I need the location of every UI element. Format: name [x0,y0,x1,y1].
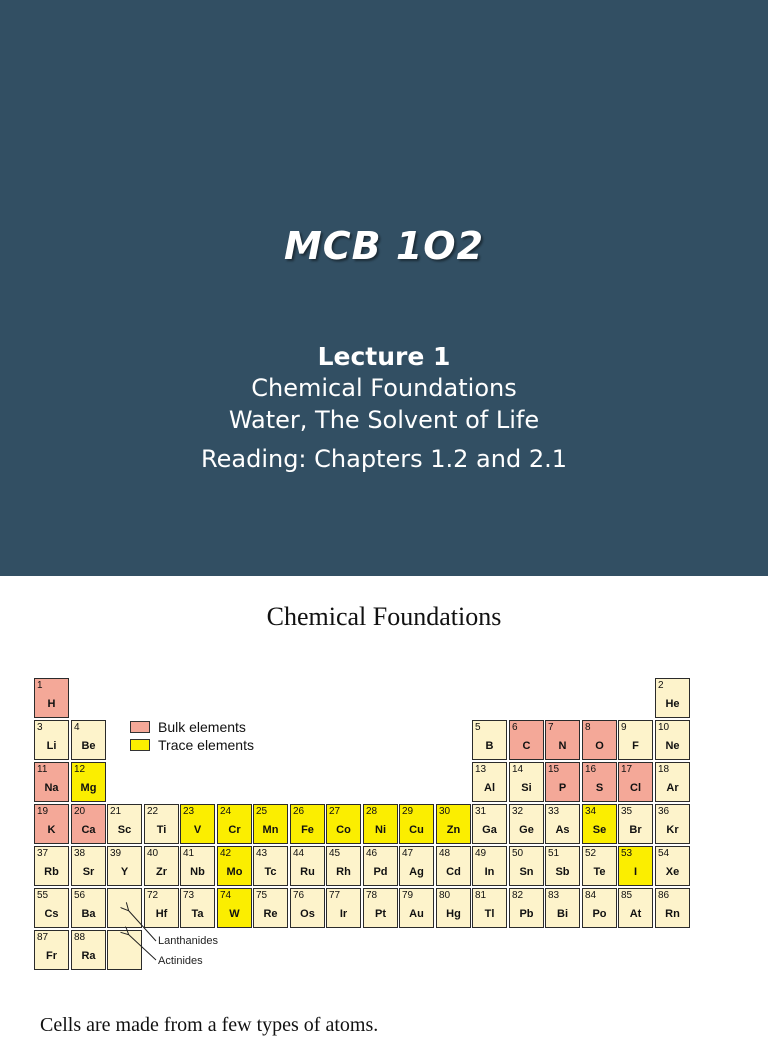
legend [130,718,254,754]
element-n [545,720,580,760]
atomic-number: 24 [220,806,232,817]
atomic-number: 84 [585,890,597,901]
atomic-number: 38 [74,848,86,859]
element-symbol: Ge [519,824,534,836]
course-title: MCB 1O2 [283,224,485,268]
element-co [326,804,361,844]
element-symbol: Cr [228,824,241,836]
atomic-number: 4 [74,722,80,733]
element-si [509,762,544,802]
element-at [618,888,653,928]
element-symbol: S [595,782,604,794]
element-symbol: Zr [156,866,167,878]
atomic-number: 18 [658,764,670,775]
element-sr [71,846,106,886]
element-symbol: Ag [409,866,424,878]
atomic-number: 45 [329,848,341,859]
element-al [472,762,507,802]
atomic-number: 39 [110,848,122,859]
atomic-number: 81 [475,890,487,901]
atomic-number: 36 [658,806,670,817]
element-fr [34,930,69,970]
element-br [618,804,653,844]
legend-label: Bulk elements [158,719,246,735]
atomic-number: 52 [585,848,597,859]
element-symbol: Y [120,866,129,878]
element-symbol: Re [263,908,278,920]
atomic-number: 17 [621,764,633,775]
atomic-number: 32 [512,806,524,817]
atomic-number: 83 [548,890,560,901]
element-li [34,720,69,760]
element-symbol: Al [484,782,495,794]
element-symbol: Ir [339,908,348,920]
atomic-number: 29 [402,806,414,817]
element-pb [509,888,544,928]
element-symbol: As [555,824,570,836]
atomic-number: 1 [37,680,43,691]
atomic-number: 41 [183,848,195,859]
element-cu [399,804,434,844]
element-in [472,846,507,886]
atomic-number: 88 [74,932,86,943]
element-symbol: Rh [336,866,351,878]
atomic-number: 26 [293,806,305,817]
element-rb [34,846,69,886]
element-symbol: Cu [409,824,424,836]
element-sn [509,846,544,886]
atomic-number: 80 [439,890,451,901]
element-symbol: Ta [191,908,204,920]
atomic-number: 43 [256,848,268,859]
element-symbol: Mo [226,866,243,878]
trace-swatch [130,739,150,751]
element-as [545,804,580,844]
atomic-number: 15 [548,764,560,775]
atomic-number: 22 [147,806,159,817]
atomic-number: 30 [439,806,451,817]
atomic-number: 5 [475,722,481,733]
atomic-number: 25 [256,806,268,817]
element-symbol: Xe [665,866,680,878]
element-kr [655,804,690,844]
actinides-label: Actinides [158,955,203,967]
element-symbol: C [522,740,531,752]
element-p [545,762,580,802]
element-rh [326,846,361,886]
atomic-number: 47 [402,848,414,859]
atomic-number: 33 [548,806,560,817]
element-symbol: F [632,740,639,752]
legend-item-bulk [130,718,254,736]
element-symbol: Pd [373,866,388,878]
element-symbol: Hg [446,908,461,920]
element-symbol: Hf [155,908,168,920]
atomic-number: 27 [329,806,341,817]
element-xe [655,846,690,886]
element-be [71,720,106,760]
atomic-number: 14 [512,764,524,775]
lecture-number: Lecture 1 [317,342,451,371]
element-symbol: Rn [665,908,680,920]
atomic-number: 77 [329,890,341,901]
atomic-number: 12 [74,764,86,775]
element-symbol: W [229,908,240,920]
lecture-topic-2: Water, The Solvent of Life [228,406,540,434]
atomic-number: 31 [475,806,487,817]
atomic-number: 13 [475,764,487,775]
element-symbol: Cs [44,908,59,920]
atomic-number: 50 [512,848,524,859]
element-symbol: Bi [557,908,568,920]
element-symbol: Zn [446,824,461,836]
atomic-number: 34 [585,806,597,817]
element-ge [509,804,544,844]
element-na [34,762,69,802]
element-ti [144,804,179,844]
element-zr [144,846,179,886]
atomic-number: 44 [293,848,305,859]
element-placeholder [107,888,142,928]
element-zn [436,804,471,844]
element-pd [363,846,398,886]
element-y [107,846,142,886]
element-symbol: Te [593,866,606,878]
element-cs [34,888,69,928]
element-mg [71,762,106,802]
element-ru [290,846,325,886]
element-symbol: In [484,866,495,878]
element-symbol: Au [409,908,424,920]
atomic-number: 54 [658,848,670,859]
footer-text: Cells are made from a few types of atoms. [40,1014,379,1036]
atomic-number: 78 [366,890,378,901]
atomic-number: 82 [512,890,524,901]
element-f [618,720,653,760]
atomic-number: 2 [658,680,664,691]
element-symbol: Ra [81,950,96,962]
element-sc [107,804,142,844]
atomic-number: 75 [256,890,268,901]
element-tl [472,888,507,928]
atomic-number: 23 [183,806,195,817]
reading-assignment: Reading: Chapters 1.2 and 2.1 [201,445,567,473]
element-symbol: Tc [264,866,277,878]
element-symbol: Po [592,908,607,920]
element-symbol: Na [44,782,59,794]
element-symbol: Ni [375,824,386,836]
element-cd [436,846,471,886]
element-symbol: Si [521,782,532,794]
element-c [509,720,544,760]
element-ca [71,804,106,844]
element-ag [399,846,434,886]
element-bi [545,888,580,928]
atomic-number: 79 [402,890,414,901]
element-au [399,888,434,928]
element-symbol: Sb [555,866,570,878]
element-symbol: O [595,740,604,752]
lanthanides-label: Lanthanides [158,935,218,947]
element-ni [363,804,398,844]
element-symbol: He [665,698,680,710]
element-symbol: Co [336,824,351,836]
element-symbol: Se [592,824,607,836]
element-symbol: I [633,866,638,878]
atomic-number: 72 [147,890,159,901]
atomic-number: 28 [366,806,378,817]
element-i [618,846,653,886]
atomic-number: 73 [183,890,195,901]
atomic-number: 42 [220,848,232,859]
atomic-number: 7 [548,722,554,733]
element-symbol: Kr [666,824,679,836]
element-symbol: N [558,740,567,752]
element-symbol: At [629,908,642,920]
atomic-number: 55 [37,890,49,901]
atomic-number: 46 [366,848,378,859]
element-symbol: P [558,782,567,794]
atomic-number: 53 [621,848,633,859]
element-symbol: Mn [262,824,279,836]
element-ga [472,804,507,844]
slide-title: Chemical Foundations [266,602,502,631]
atomic-number: 87 [37,932,49,943]
element-po [582,888,617,928]
element-ta [180,888,215,928]
element-o [582,720,617,760]
element-w [217,888,252,928]
element-symbol: Ar [666,782,679,794]
element-os [290,888,325,928]
element-symbol: Sc [117,824,132,836]
atomic-number: 8 [585,722,591,733]
element-ar [655,762,690,802]
element-hg [436,888,471,928]
atomic-number: 20 [74,806,86,817]
element-symbol: Sr [82,866,95,878]
atomic-number: 56 [74,890,86,901]
element-ba [71,888,106,928]
atomic-number: 76 [293,890,305,901]
element-symbol: Fe [301,824,314,836]
legend-item-trace [130,736,254,754]
atomic-number: 49 [475,848,487,859]
atomic-number: 16 [585,764,597,775]
element-symbol: Ba [81,908,96,920]
content-slide [0,576,768,1036]
element-symbol: Mg [80,782,97,794]
atomic-number: 85 [621,890,633,901]
bulk-swatch [130,721,150,733]
atomic-number: 19 [37,806,49,817]
atomic-number: 35 [621,806,633,817]
element-symbol: B [485,740,494,752]
element-h [34,678,69,718]
element-tc [253,846,288,886]
element-symbol: Pt [375,908,386,920]
element-sb [545,846,580,886]
element-symbol: Os [300,908,315,920]
element-symbol: Rb [44,866,59,878]
atomic-number: 86 [658,890,670,901]
atomic-number: 37 [37,848,49,859]
element-symbol: Ru [300,866,315,878]
element-symbol: Br [629,824,642,836]
element-symbol: Cd [446,866,461,878]
element-he [655,678,690,718]
element-rn [655,888,690,928]
element-fe [290,804,325,844]
element-symbol: Ti [156,824,167,836]
atomic-number: 51 [548,848,560,859]
element-ir [326,888,361,928]
element-symbol: Fr [46,950,57,962]
periodic-table [0,576,768,1024]
element-se [582,804,617,844]
element-cr [217,804,252,844]
element-symbol: Pb [519,908,534,920]
element-cl [618,762,653,802]
atomic-number: 74 [220,890,232,901]
element-symbol: V [193,824,202,836]
element-b [472,720,507,760]
lecture-topic-1: Chemical Foundations [251,374,517,402]
atomic-number: 3 [37,722,43,733]
element-nb [180,846,215,886]
element-hf [144,888,179,928]
element-symbol: Be [81,740,96,752]
element-ra [71,930,106,970]
atomic-number: 40 [147,848,159,859]
element-symbol: K [47,824,56,836]
element-mo [217,846,252,886]
element-symbol: Tl [484,908,495,920]
atomic-number: 10 [658,722,670,733]
element-symbol: Nb [190,866,205,878]
atomic-number: 9 [621,722,627,733]
element-symbol: Sn [519,866,534,878]
element-symbol: Ne [665,740,680,752]
element-k [34,804,69,844]
element-symbol: Ca [81,824,96,836]
element-placeholder [107,930,142,970]
element-ne [655,720,690,760]
element-symbol: Cl [630,782,641,794]
element-symbol: Ga [482,824,497,836]
element-re [253,888,288,928]
element-v [180,804,215,844]
element-mn [253,804,288,844]
element-s [582,762,617,802]
element-symbol: Li [46,740,57,752]
legend-label: Trace elements [158,737,254,753]
element-symbol: H [47,698,56,710]
element-pt [363,888,398,928]
atomic-number: 11 [37,764,48,775]
atomic-number: 48 [439,848,451,859]
atomic-number: 6 [512,722,518,733]
element-te [582,846,617,886]
atomic-number: 21 [110,806,122,817]
